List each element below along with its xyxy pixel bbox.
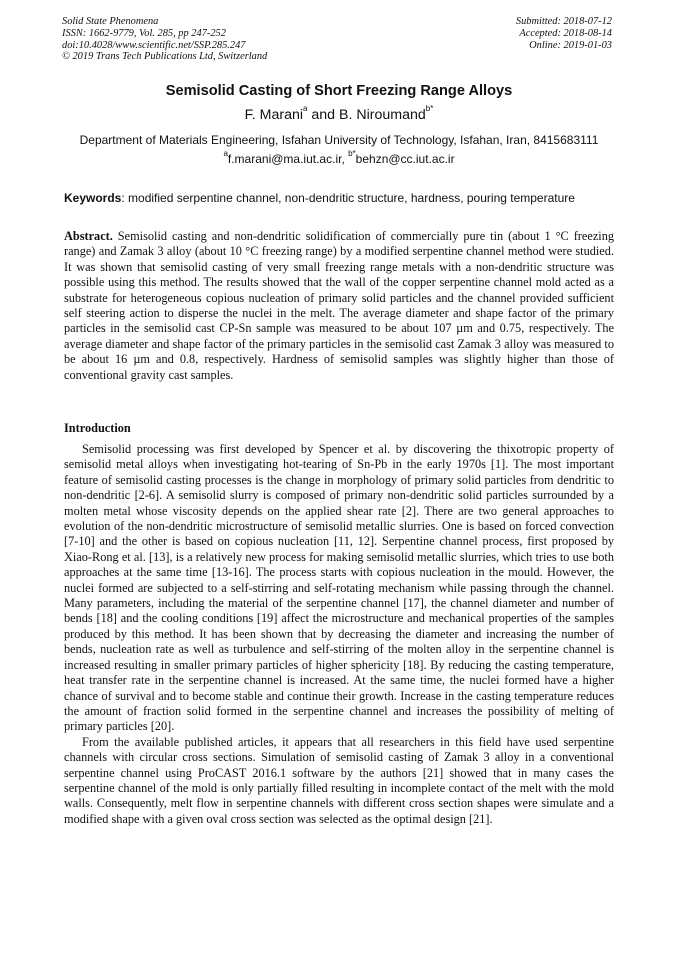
keywords	[64, 191, 624, 205]
abstract-label: Abstract.	[64, 229, 113, 243]
submission-dates	[516, 16, 612, 51]
paper-title: Semisolid Casting of Short Freezing Range Alloys	[165, 83, 513, 99]
journal-info	[62, 16, 267, 63]
email-1: f.marani@ma.iut.ac.ir,	[227, 152, 349, 166]
email-2-sup: b*	[348, 149, 356, 158]
author-2-sup: b*	[425, 104, 434, 113]
email-1-sup: a	[223, 149, 228, 158]
intro-paragraph-2: From the available published articles, it appears that all researchers in this field have used serpentine channels with circular cross sections. Simulation of semisolid casting of Zamak 3 alloy in a conventional serpentine channel using ProCAST 2016.1 software by the authors [21] showed that in many cases the serpentine channel of the mold is only partially filled resulting in incomplete contact of the melt with the mold walls. Consequently, melt flow in serpentine channels with different cross section shapes were simulate and a modified shape with a given oval cross section was selected as the optimal design [21].	[64, 734, 614, 826]
author-2: B. Niroumand	[339, 107, 426, 123]
keywords-label: Keywords	[64, 191, 122, 205]
online-date: Online: 2019-01-03	[529, 39, 612, 51]
doi-line: doi:10.4028/www.scientific.net/SSP.285.247	[62, 39, 246, 51]
accepted-date: Accepted: 2018-08-14	[519, 27, 612, 39]
author-1: F. Marani	[244, 107, 303, 123]
author-line	[0, 104, 678, 123]
author-conjunction: and	[307, 107, 340, 123]
email-2: behzn@cc.iut.ac.ir	[355, 152, 455, 166]
issn-line: ISSN: 1662-9779, Vol. 285, pp 247-252	[62, 27, 226, 39]
section-heading-introduction: Introduction	[64, 421, 131, 435]
copyright-line: © 2019 Trans Tech Publications Ltd, Switzerland	[62, 51, 268, 63]
author-1-sup: a	[303, 104, 308, 113]
intro-paragraph-1: Semisolid processing was first developed by Spencer et al. by discovering the thixotropic property of semisolid metal alloys when investigating hot-tearing of Sn-Pb in the early 1970s [1]. The most important feature of semisolid casting processes is the change in morphology of primary solid particles from dendritic to non-dendritic [2-6]. A semisolid slurry is composed of primary non-dendritic solid particles surrounded by a molten metal whose viscosity depends on the applied shear rate [2]. There are two general approaches to evolution of the non-dendritic microstructure of semisolid metallic slurries. One is based on forced convection [7-10] and the other is based on copious nucleation [11, 12]. Serpentine channel process, first proposed by Xiao-Rong et al. [13], is a relatively new process for making semisolid metallic slurries, which tries to use both approaches at the same time [13-16]. The process starts with copious nucleation in the mould. However, the nuclei formed are subjected to a self-stirring and self-rotating mechanism while passing through the channel. Many parameters, including the material of the serpentine channel [17], the channel diameter and number of bends [18] and the cooling conditions [19] affect the microstructure and mechanical properties of the samples produced by this method. It has been shown that by decreasing the diameter and increasing the number of bends, nucleation rate as well as turbulence and self-stirring of the molten alloy in the serpentine channel is increased resulting in smaller primary particles of higher sphericity [18]. By reducing the casting temperature, heat transfer rate in the serpentine channel is increased. At the same time, the nuclei formed have a higher chance of survival and to become stable and continue their growth. Increase in the casting temperature reduces the amount of fraction solid formed in the serpentine channel and increases the possibility of melting of primary particles [20].	[64, 442, 614, 734]
abstract-text: Semisolid casting and non-dendritic solidification of commercially pure tin (about 1 °C freezing range) and Zamak 3 alloy (about 10 °C freezing range) by a modified serpentine channel method were studied. It was shown that semisolid casting of very small freezing range metals with a non-dendritic structure was possible using this method. The results showed that the wall of the copper serpentine channel mold acted as a substrate for heterogeneous copious nucleation of primary solid particles and the channel provided sufficient self steering action to disperse the nuclei in the melt. The average diameter and shape factor of the primary particles in the semisolid cast CP-Sn sample was measured to be about 107 µm and 0.75, respectively. The average diameter and shape factor of the primary particles in the semisolid cast Zamak 3 alloy was measured to be about 16 µm and 0.8, respectively. Hardness of semisolid samples was slightly higher than those of conventional gravity cast samples.	[64, 229, 614, 382]
abstract	[64, 229, 614, 383]
email-line	[0, 149, 678, 166]
journal-name: Solid State Phenomena	[62, 16, 159, 27]
submitted-date: Submitted: 2018-07-12	[515, 16, 612, 27]
introduction-body	[64, 442, 614, 827]
keywords-text: : modified serpentine channel, non-dendritic structure, hardness, pouring temperature	[121, 191, 575, 205]
affiliation: Department of Materials Engineering, Isfahan University of Technology, Isfahan, Iran, 8415683111	[79, 133, 599, 147]
